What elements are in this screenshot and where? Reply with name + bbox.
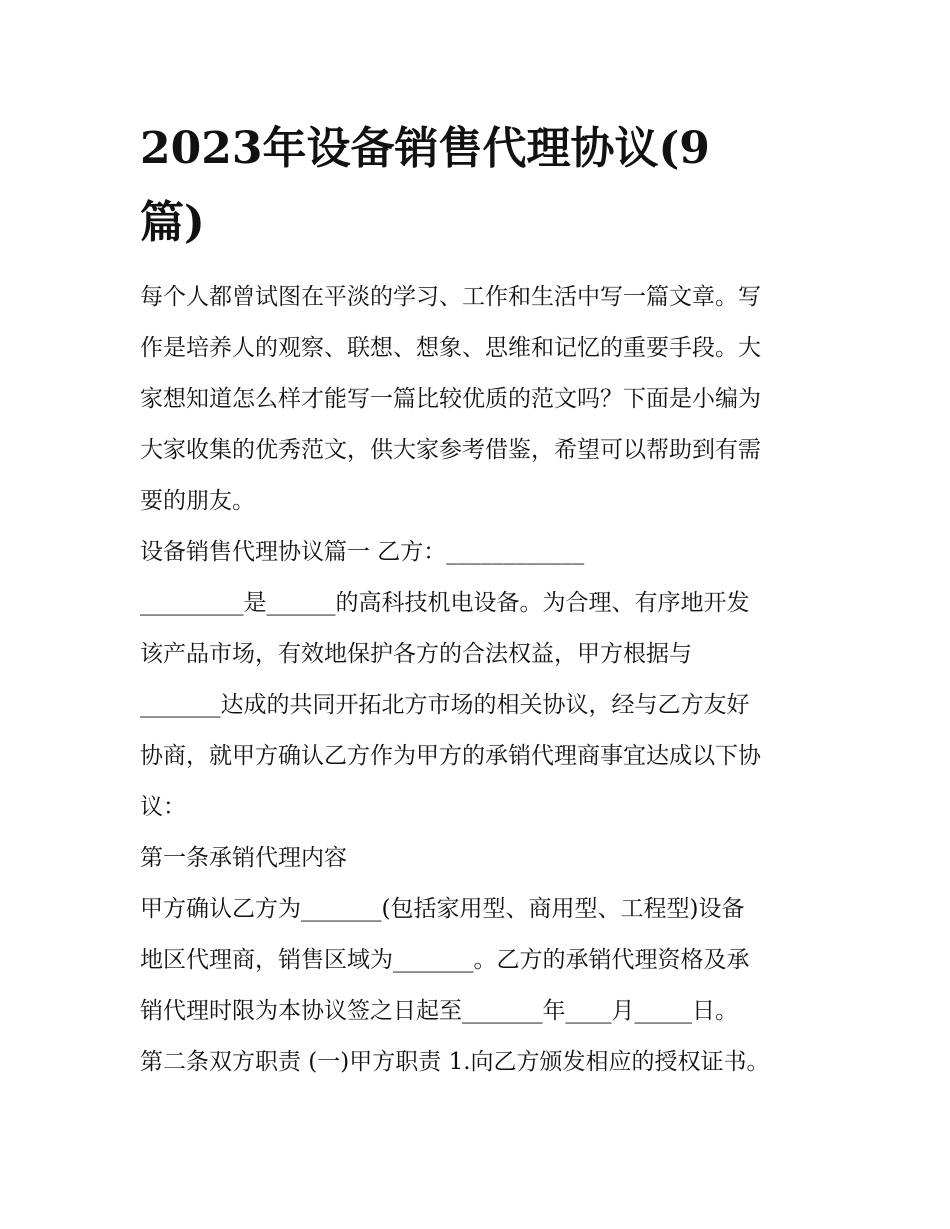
document-content (140, 112, 820, 1088)
text-line: 要的朋友。 (140, 488, 255, 514)
text-line: 议： (140, 794, 186, 820)
text-line: 第二条双方职责 (一)甲方职责 1.向乙方颁发相应的授权证书。 (140, 1049, 770, 1075)
text-line: _________是______的高科技机电设备。为合理、有序地开发 (140, 590, 750, 616)
text-line: 大家收集的优秀范文，供大家参考借鉴，希望可以帮助到有需 (140, 437, 761, 463)
agreement-body (140, 527, 820, 1088)
document-title (140, 112, 820, 260)
text-line: 每个人都曾试图在平淡的学习、工作和生活中写一篇文章。写 (140, 284, 761, 310)
text-line: 家想知道怎么样才能写一篇比较优质的范文吗？下面是小编为 (140, 386, 761, 412)
section-heading: 第一条承销代理内容 (140, 845, 347, 871)
text-line: 地区代理商，销售区域为_______。乙方的承销代理资格及承 (140, 947, 750, 973)
text-line: 作是培养人的观察、联想、想象、思维和记忆的重要手段。大 (140, 335, 761, 361)
title-line: 2023年设备销售代理协议(9 (140, 123, 710, 174)
text-line: _______达成的共同开拓北方市场的相关协议，经与乙方友好 (140, 692, 750, 718)
text-line: 该产品市场，有效地保护各方的合法权益，甲方根据与 (140, 641, 692, 667)
text-line: 销代理时限为本协议签之日起至_______年____月_____日。 (140, 998, 738, 1024)
text-line: 设备销售代理协议篇一 乙方：____________ (140, 539, 585, 565)
intro-paragraph (140, 272, 820, 527)
text-line: 协商，就甲方确认乙方作为甲方的承销代理商事宜达成以下协 (140, 743, 761, 769)
text-line: 甲方确认乙方为_______(包括家用型、商用型、工程型)设备 (140, 896, 745, 922)
title-line: 篇) (140, 197, 205, 248)
